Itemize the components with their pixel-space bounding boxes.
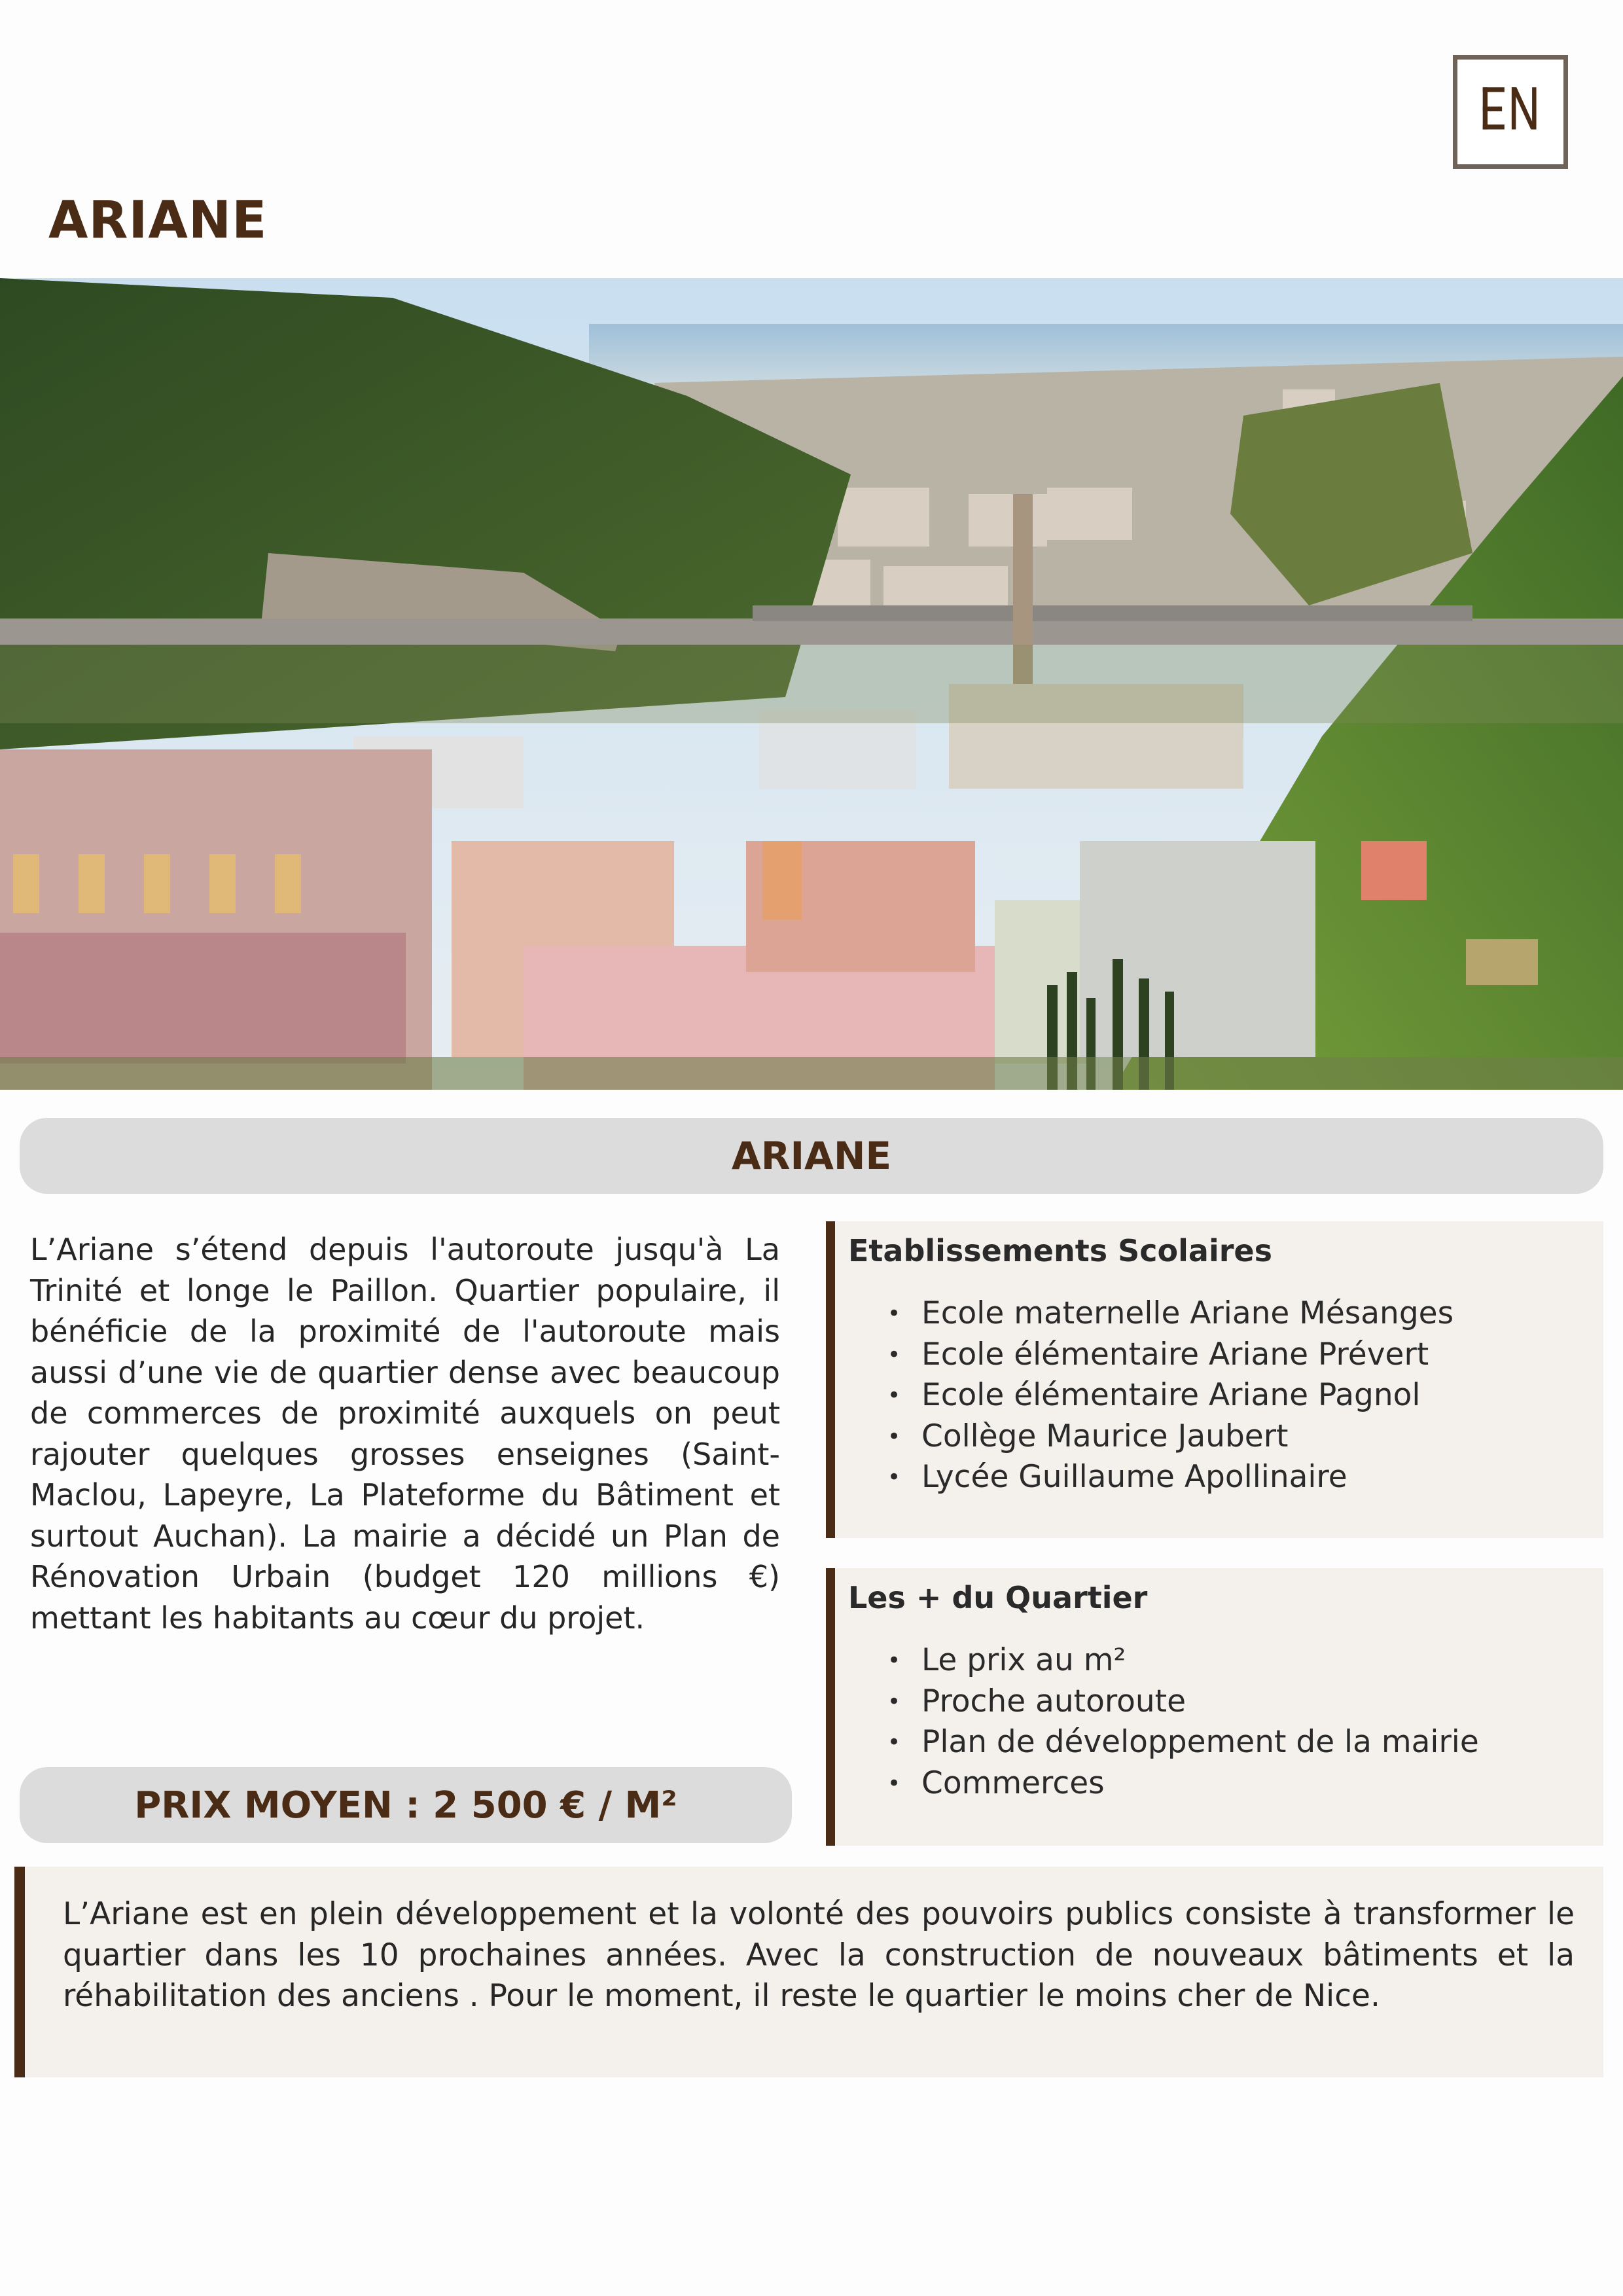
page-title: ARIANE (48, 191, 268, 250)
section-title: ARIANE (731, 1134, 892, 1178)
list-item: • Ecole élémentaire Ariane Pagnol (848, 1375, 1603, 1416)
list-item: • Ecole élémentaire Ariane Prévert (848, 1335, 1603, 1376)
list-item: • Lycée Guillaume Apollinaire (848, 1457, 1603, 1498)
advantages-title: Les + du Quartier (848, 1580, 1148, 1615)
list-item: • Collège Maurice Jaubert (848, 1416, 1603, 1458)
advantages-list (848, 1640, 1603, 1804)
neighborhood-photo (0, 278, 1623, 1090)
list-item: • Commerces (848, 1763, 1603, 1804)
list-item: • Le prix au m² (848, 1640, 1603, 1681)
brand-logo (1453, 55, 1568, 169)
conclusion-box (14, 1867, 1603, 2077)
schools-box (826, 1221, 1603, 1538)
conclusion-paragraph: L’Ariane est en plein développement et la volonté des pouvoirs publics consiste à transformer le quartier dans les 10 prochaines années. Avec la construction de nouveaux bâtiments et la réhabilitation des anciens . Pour le moment, il reste le quartier le moins cher de Nice. (63, 1896, 1575, 2014)
section-title-bar (20, 1118, 1603, 1194)
list-item: • Ecole maternelle Ariane Mésanges (848, 1293, 1603, 1335)
intro-paragraph: L’Ariane s’étend depuis l'autoroute jusqu'à La Trinité et longe le Paillon. Quartier populaire, il bénéficie de la proximité de l'autoroute mais aussi d’une vie de quartier dense avec beaucoup de commerces de proximité auxquels on peut rajouter quelques grosses enseignes (Saint-Maclou, Lapeyre, La Plateforme du Bâtiment et surtout Auchan). La mairie a décidé un Plan de Rénovation Urbain (budget 120 millions €) mettant les habitants au cœur du projet. (30, 1232, 780, 1636)
en-monogram-icon (1457, 60, 1563, 164)
list-item: • Plan de développement de la mairie (848, 1722, 1603, 1763)
average-price-label: PRIX MOYEN : 2 500 € / M² (134, 1784, 677, 1827)
schools-list (848, 1293, 1603, 1498)
list-item: • Proche autoroute (848, 1681, 1603, 1723)
advantages-box (826, 1568, 1603, 1846)
average-price-bar (20, 1767, 792, 1843)
schools-title: Etablissements Scolaires (848, 1233, 1272, 1268)
